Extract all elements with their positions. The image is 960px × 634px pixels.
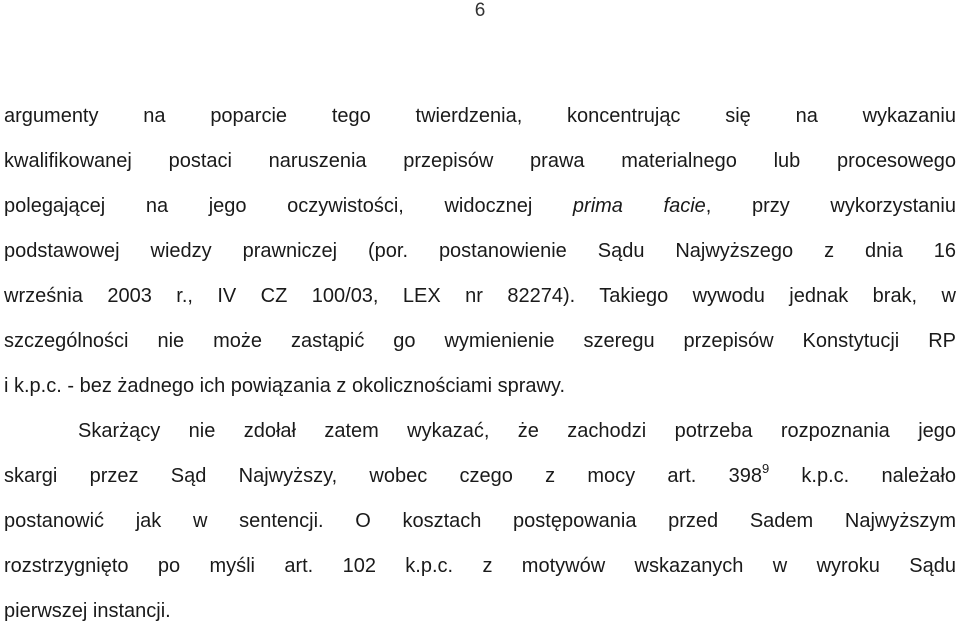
paragraph-1 [4, 94, 956, 409]
paragraph-line: postanowić jak w sentencji. O kosztach postępowania przed Sadem Najwyższym [4, 510, 956, 532]
paragraph-line: i k.p.c. - bez żadnego ich powiązania z okolicznościami sprawy. [4, 375, 565, 397]
paragraph-line [4, 184, 956, 229]
paragraph-line: Skarżący nie zdołał zatem wykazać, że zachodzi potrzeba rozpoznania jego [78, 420, 956, 442]
paragraph-line: szczególności nie może zastąpić go wymienienie szeregu przepisów Konstytucji RP [4, 330, 956, 352]
paragraph-2 [4, 409, 956, 634]
document-body [4, 94, 956, 634]
text-segment: , przy wykorzystaniu [705, 195, 956, 217]
paragraph-line: rozstrzygnięto po myśli art. 102 k.p.c. z motywów wskazanych w wyroku Sądu [4, 555, 956, 577]
page-number: 6 [474, 0, 486, 21]
paragraph-line: kwalifikowanej postaci naruszenia przepisów prawa materialnego lub procesowego [4, 150, 956, 172]
paragraph-line: podstawowej wiedzy prawniczej (por. postanowienie Sądu Najwyższego z dnia 16 [4, 240, 956, 262]
paragraph-line: września 2003 r., IV CZ 100/03, LEX nr 82274). Takiego wywodu jednak brak, w [4, 285, 956, 307]
text-segment: skargi przez Sąd Najwyższy, wobec czego z mocy art. 398 [4, 465, 762, 487]
paragraph-line [4, 454, 956, 499]
paragraph-line: pierwszej instancji. [4, 600, 171, 622]
paragraph-line: argumenty na poparcie tego twierdzenia, koncentrując się na wykazaniu [4, 105, 956, 127]
article-superscript: 9 [761, 461, 770, 476]
text-segment: k.p.c. należało [769, 465, 956, 487]
italic-phrase: prima facie [572, 195, 706, 217]
text-segment: polegającej na jego oczywistości, widocznej [4, 195, 573, 217]
